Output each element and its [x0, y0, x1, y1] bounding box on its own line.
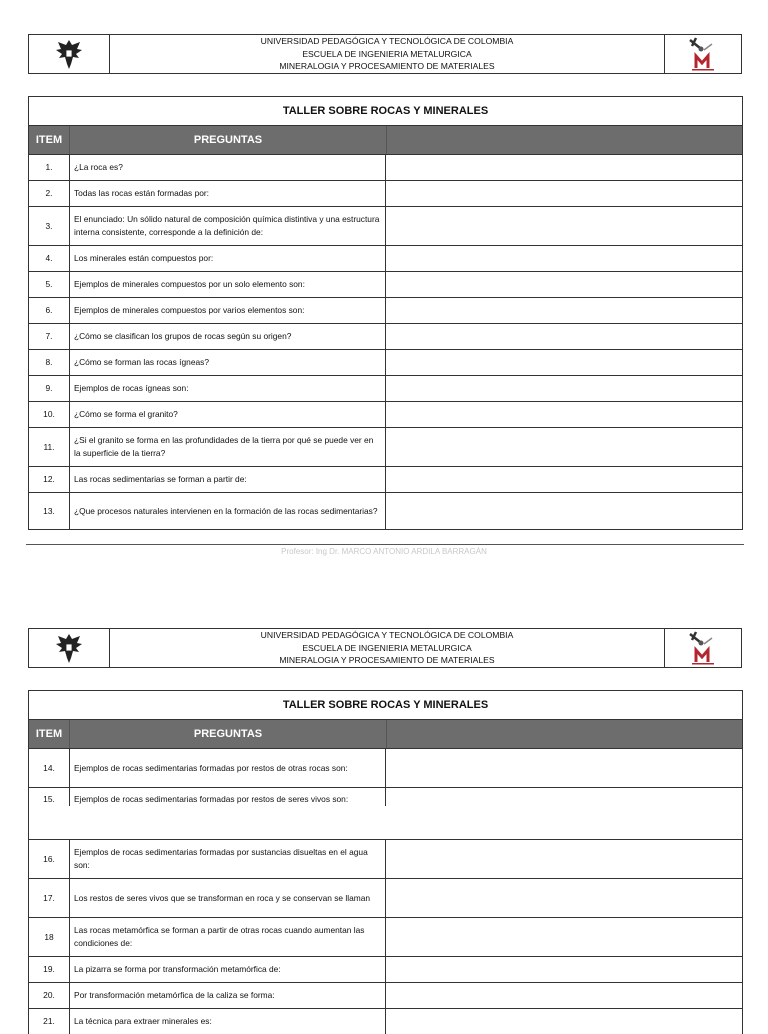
answer-cell[interactable]	[386, 749, 742, 787]
row-question: Ejemplos de rocas ígneas son:	[70, 376, 386, 401]
column-header-row	[29, 126, 742, 155]
row-number: 20.	[29, 983, 70, 1008]
metallurgy-m-icon	[686, 36, 720, 72]
row-number: 17.	[29, 879, 70, 917]
row-question: Los restos de seres vivos que se transforman en roca y se conservan se llaman	[70, 879, 386, 917]
page2-header	[28, 628, 742, 668]
worksheet-title: TALLER SOBRE ROCAS Y MINERALES	[29, 97, 742, 126]
table-row	[29, 402, 742, 428]
row-question: ¿Cómo se forma el granito?	[70, 402, 386, 427]
metallurgy-logo	[664, 35, 741, 73]
column-preguntas: PREGUNTAS	[70, 126, 387, 154]
answer-cell[interactable]	[386, 402, 742, 427]
row-number: 3.	[29, 207, 70, 245]
header-text	[110, 629, 664, 667]
table-row	[29, 207, 742, 246]
row-question: La técnica para extraer minerales es:	[70, 1009, 386, 1034]
metallurgy-m-icon	[686, 630, 720, 666]
table-row	[29, 298, 742, 324]
header-university: UNIVERSIDAD PEDAGÓGICA Y TECNOLÓGICA DE COLOMBIA	[260, 36, 514, 47]
row-question: La pizarra se forma por transformación metamórfica de:	[70, 957, 386, 982]
row-number: 21.	[29, 1009, 70, 1034]
answer-cell[interactable]	[386, 155, 742, 180]
row-question: Ejemplos de minerales compuestos por un solo elemento son:	[70, 272, 386, 297]
table-row	[29, 181, 742, 207]
column-preguntas: PREGUNTAS	[70, 720, 387, 748]
answer-cell[interactable]	[386, 181, 742, 206]
answer-cell[interactable]	[386, 957, 742, 982]
table-row	[29, 324, 742, 350]
table-row	[29, 272, 742, 298]
table-row	[29, 983, 742, 1009]
table-row	[29, 749, 742, 788]
metallurgy-logo	[664, 629, 741, 667]
university-eagle-logo	[29, 629, 110, 667]
answer-cell[interactable]	[386, 428, 742, 466]
answer-cell[interactable]	[386, 350, 742, 375]
answer-cell[interactable]	[386, 324, 742, 349]
row-number: 5.	[29, 272, 70, 297]
row-question: El enunciado: Un sólido natural de composición química distintiva y una estructura interna consistente, corresponde a la definición de:	[70, 207, 386, 245]
eagle-icon	[54, 630, 84, 666]
answer-cell[interactable]	[386, 1009, 742, 1034]
row-number: 15.	[29, 788, 70, 806]
row-number: 19.	[29, 957, 70, 982]
header-school: ESCUELA DE INGENIERIA METALURGICA	[302, 48, 472, 59]
column-header-row	[29, 720, 742, 749]
table-row	[29, 918, 742, 957]
column-answer	[387, 126, 742, 154]
professor-footer: Profesor: Ing Dr. MARCO ANTONIO ARDILA BARRAGÁN	[281, 547, 487, 556]
answer-cell[interactable]	[386, 376, 742, 401]
row-question: ¿Que procesos naturales intervienen en la formación de las rocas sedimentarias?	[70, 493, 386, 529]
footer-divider	[26, 544, 744, 545]
column-answer	[387, 720, 742, 748]
answer-cell[interactable]	[386, 493, 742, 529]
row-number: 18	[29, 918, 70, 956]
answer-cell[interactable]	[386, 879, 742, 917]
university-eagle-logo	[29, 35, 110, 73]
table-row	[29, 493, 742, 529]
row-number: 4.	[29, 246, 70, 271]
row-question: Ejemplos de rocas sedimentarias formadas por restos de seres vivos son:	[70, 788, 386, 806]
page1-header	[28, 34, 742, 74]
table-row	[29, 155, 742, 181]
column-item: ITEM	[29, 720, 70, 748]
row-number: 10.	[29, 402, 70, 427]
row-number: 11.	[29, 428, 70, 466]
row-question: Todas las rocas están formadas por:	[70, 181, 386, 206]
row-question: Ejemplos de rocas sedimentarias formadas por sustancias disueltas en el agua son:	[70, 840, 386, 878]
row-question: Ejemplos de minerales compuestos por varios elementos son:	[70, 298, 386, 323]
page2-worksheet	[28, 690, 743, 1034]
table-row	[29, 957, 742, 983]
row-number: 12.	[29, 467, 70, 492]
row-number: 8.	[29, 350, 70, 375]
row-question: Ejemplos de rocas sedimentarias formadas por restos de otras rocas son:	[70, 749, 386, 787]
table-row	[29, 840, 742, 879]
header-text	[110, 35, 664, 73]
row-number: 7.	[29, 324, 70, 349]
answer-cell[interactable]	[386, 918, 742, 956]
answer-cell[interactable]	[386, 467, 742, 492]
table-row	[29, 246, 742, 272]
answer-cell[interactable]	[386, 246, 742, 271]
answer-cell[interactable]	[386, 840, 742, 878]
row-number: 13.	[29, 493, 70, 529]
table-row	[29, 467, 742, 493]
row-number: 14.	[29, 749, 70, 787]
row-question: ¿Si el granito se forma en las profundidades de la tierra por qué se puede ver en la superficie de la tierra?	[70, 428, 386, 466]
header-school: ESCUELA DE INGENIERIA METALURGICA	[302, 642, 472, 653]
header-course: MINERALOGIA Y PROCESAMIENTO DE MATERIALES	[279, 655, 495, 666]
header-university: UNIVERSIDAD PEDAGÓGICA Y TECNOLÓGICA DE COLOMBIA	[260, 630, 514, 641]
row-number: 9.	[29, 376, 70, 401]
row-number: 1.	[29, 155, 70, 180]
row-question: Los minerales están compuestos por:	[70, 246, 386, 271]
answer-cell[interactable]	[386, 272, 742, 297]
row-number: 16.	[29, 840, 70, 878]
answer-cell[interactable]	[386, 298, 742, 323]
row-question: ¿Cómo se clasifican los grupos de rocas según su origen?	[70, 324, 386, 349]
row-question: ¿Cómo se forman las rocas ígneas?	[70, 350, 386, 375]
answer-cell[interactable]	[386, 207, 742, 245]
table-row	[29, 350, 742, 376]
row-question: Por transformación metamórfica de la caliza se forma:	[70, 983, 386, 1008]
table-row	[29, 879, 742, 918]
table-row	[29, 1009, 742, 1034]
worksheet-title: TALLER SOBRE ROCAS Y MINERALES	[29, 691, 742, 720]
answer-cell[interactable]	[386, 983, 742, 1008]
table-row	[29, 428, 742, 467]
row-number: 6.	[29, 298, 70, 323]
table-row	[29, 376, 742, 402]
eagle-icon	[54, 36, 84, 72]
column-item: ITEM	[29, 126, 70, 154]
row-question: Las rocas sedimentarias se forman a partir de:	[70, 467, 386, 492]
table-row	[29, 788, 742, 840]
header-course: MINERALOGIA Y PROCESAMIENTO DE MATERIALES	[279, 61, 495, 72]
row-question: ¿La roca es?	[70, 155, 386, 180]
row-question: Las rocas metamórfica se forman a partir de otras rocas cuando aumentan las condiciones de:	[70, 918, 386, 956]
row-number: 2.	[29, 181, 70, 206]
page1-worksheet	[28, 96, 743, 530]
